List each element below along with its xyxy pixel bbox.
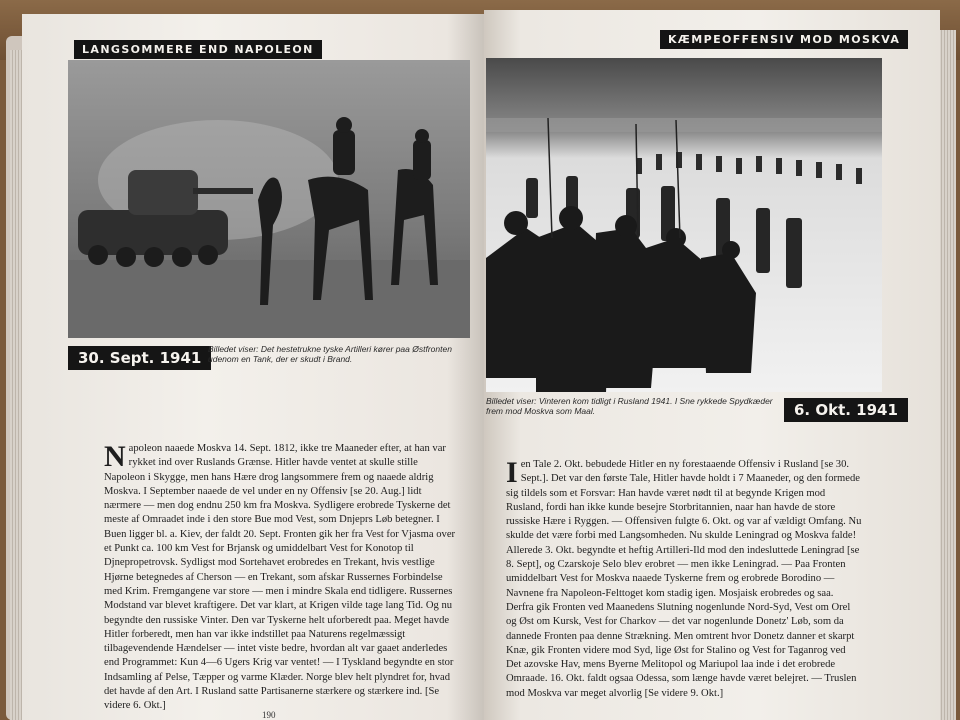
left-date-tag: 30. Sept. 1941 (68, 346, 211, 370)
right-date-tag: 6. Okt. 1941 (784, 398, 908, 422)
left-body-paragraph: apoleon naaede Moskva 14. Sept. 1812, ikke tre Maaneder efter, at han var rykket ind over Ruslands Grænse. Hitler havde ventet at skulle stille Napoleon i Skygge, men hans Hære drog langsommere frem og naaede aldrig Moskva. I September naaede de vel under en ny Offensiv [se 20. Aug.] lidt nærmere — men dog endnu 250 km fra Moskva. Sydligere erobrede Tyskerne det meste af Omraadet inde i den store Bue mod Vest, som Dnjeprs Løb betegner. I Buen ligger bl. a. Kiev, der faldt 20. Sept. Fronten gik her fra Vest for Vjasma over et Punkt ca. 100 km Vest for Brjansk og umiddelbart Vest for Konotop til Djnepropetrovsk. Sydligst mod Sortehavet erobredes en Trekant, hvis vestlige Hjørne betegnedes af Cherson — en Trekant, som afskar Russernes Forbindelse med Krim. Fremgangene var store — men i mindre Skala end tidligere. Russernes Modstand var blevet kraftigere. Det var klart, at Krigen vilde tage lang Tid. Og nu begyndte den russiske Vinter. Den var Tyskerne helt uforberedt paa. Meget havde Hitler forberedt, men han var ikke indstillet paa Naturens regelmæssigt tilbagevendende Hændelser — intet viste bedre, hvordan alt var gaaet anderledes end Programmet: Kun 4—6 Ugers Krig var ventet! — I Tyskland begyndte en stor Indsamling af Pelse, Tæpper og varme Klæder. Norge blev helt plyndret for, hvad det havde af den Art. I Rusland satte Partisanerne stærkere og stærkere ind. [Se videre 6. Okt.] (104, 443, 456, 712)
left-photo-caption: Billedet viser: Det hestetrukne tyske Artilleri kører paa Østfronten udenom en Tank, der er skudt i Brand. (208, 344, 452, 364)
soldiers-marching-in-snow-photo (486, 58, 882, 392)
right-body-paragraph: en Tale 2. Okt. bebudede Hitler en ny forestaaende Offensiv i Rusland [se 30. Sept.]. Det var den første Tale, Hitler havde holdt i 7 Maaneder, og den formede sig tildels som et Forsvar: Han havde været nødt til at begynde Krigen mod Rusland, fordi han ikke kunde besejre Storbritannien, naar han havde de store russiske Hære i Ryggen. — Offensiven fulgte 6. Okt. og var af vældigt Omfang. Nu skulde det være forbi med Langsomheden. Nu skulde Leningrad og Moskva falde! Allerede 3. Okt. begyndte et heftig Artilleri-Ild mod den indesluttede Leningrad [se 8. Sept], og Czarskoje Selo blev erobret — men ikke Leningrad. — Paa Fronten umiddelbart Vest for Moskva naaede Tyskerne frem og erobrede Borodino — Navnene fra Napoleon-Felttoget kom stadig igen. Mosjaisk erobredes og saa. Derfra gik Fronten ved Maanedens Slutning nogenlunde Nord-Syd, Vest om Orel og Øst om Kursk, Vest for Charkov — det var nogenlunde Donetz' Løb, som da dannede Fronten paa denne Strækning. Men omtrent hvor Donetz danner et skarpt Knæ, gik Fronten videre mod Syd, lige Øst for Stalino og Vest for Taganrog ved Det azovske Hav, mens Byerne Melitopol og Mariupol laa inde i det erobrede Omraade. 16. Okt. faldt ogsaa Odessa, som længe havde været belejret. — Truslen mod Moskva var meget alvorlig [Se videre 9. Okt.] (506, 459, 862, 699)
right-page (484, 10, 940, 720)
left-page (22, 14, 484, 720)
left-dropcap: N (104, 440, 126, 473)
left-body-text (104, 442, 456, 714)
right-dropcap: I (506, 456, 518, 489)
left-page-number: 190 (262, 710, 276, 720)
right-photo-caption: Billedet viser: Vinteren kom tidligt i Rusland 1941. I Sne rykkede Spydkæder frem mod Moskva som Maal. (486, 396, 773, 416)
left-header-bar: LANGSOMMERE END NAPOLEON (74, 40, 322, 59)
right-body-text (506, 458, 862, 701)
right-header-bar: KÆMPEOFFENSIV MOD MOSKVA (660, 30, 908, 49)
horse-drawn-artillery-photo (68, 60, 470, 338)
